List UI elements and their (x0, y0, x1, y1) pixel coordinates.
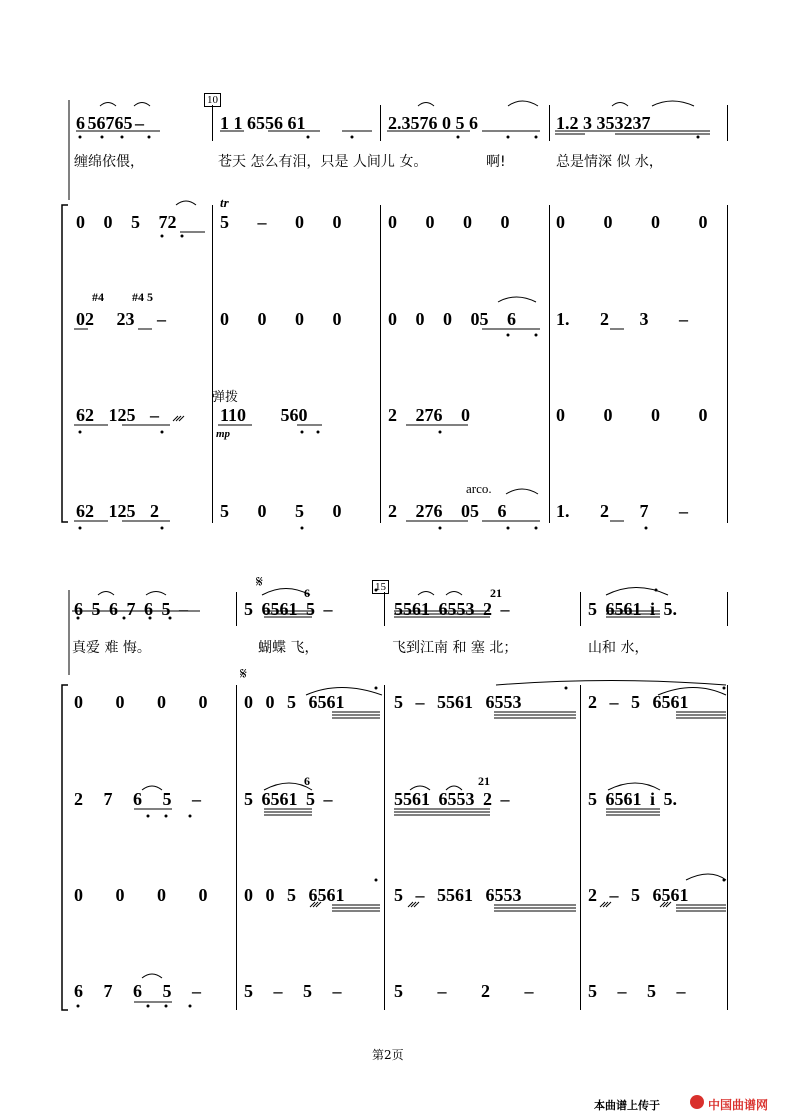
barline (727, 205, 728, 523)
barline (727, 105, 728, 141)
lyric-line: 缠绵依偎， (74, 154, 144, 170)
part-measure: 1. 2 7 – (556, 501, 688, 521)
lyric-line: 苍天 怎么有泪，只是 人间儿 女。 (218, 154, 428, 170)
lyric-line: 真爱 难 悔。 (72, 640, 151, 656)
lyric-line: 山和 水， (588, 640, 649, 656)
part-measure: 0 0 5 72 (76, 212, 177, 232)
part-measure: 62 125 – (76, 405, 159, 425)
grace-note: 6 (304, 774, 310, 788)
melody-measure: 5561 6553 2 – (394, 599, 510, 619)
site-logo-icon (690, 1095, 704, 1109)
site-logo-text[interactable]: 中国曲谱网 (708, 1098, 769, 1112)
barline (384, 592, 385, 626)
segno-icon: 𝄋 (256, 574, 263, 591)
part-measure: 110 560 (220, 405, 308, 425)
melody-measure: 6 5 6 7 6 5 – (74, 599, 188, 619)
part-measure: 02 23 – (76, 309, 166, 329)
dynamic-mark: mp (216, 428, 231, 440)
part-measure: 0 0 0 0 (556, 405, 708, 425)
melody-measure: 6 56765 – (76, 113, 144, 133)
lyric-line: 啊! (486, 154, 506, 170)
part-measure: 0 0 0 0 (220, 309, 342, 329)
part-measure: 2 7 6 5 – (74, 789, 201, 809)
part-measure: 0 0 0 0 (556, 212, 708, 232)
part-measure: 5 6561 5 – (244, 789, 333, 809)
barline (727, 592, 728, 626)
part-measure: 0 0 0 0 (74, 885, 208, 905)
barline (236, 592, 237, 626)
barline (212, 205, 213, 523)
trill-mark: tr (220, 195, 229, 210)
part-measure: 5561 6553 2 – (394, 789, 510, 809)
part-measure: 0 0 5 6561 (244, 885, 345, 905)
barline (727, 685, 728, 1010)
rehearsal-mark: 15 (372, 580, 389, 594)
part-measure: 5 – 0 0 (220, 212, 342, 232)
barline (380, 105, 381, 141)
barline (236, 685, 237, 1010)
part-measure: 5 – 2 – (394, 981, 534, 1001)
barline (549, 105, 550, 141)
grace-note: 21 (478, 774, 490, 788)
part-measure: 5 0 5 0 (220, 501, 342, 521)
melody-measure: 5 6561 5 – (244, 599, 333, 619)
part-measure: 5 – 5 – (244, 981, 342, 1001)
barline (580, 685, 581, 1010)
part-measure: 0 0 0 0 (74, 692, 208, 712)
accidental-mark: #4 (92, 290, 104, 304)
part-measure: 6 7 6 5 – (74, 981, 201, 1001)
part-measure: 5 – 5561 6553 (394, 692, 522, 712)
barline (212, 105, 213, 141)
melody-measure: 2.3576 0 5 6 (388, 113, 478, 133)
part-measure: 5 6561 i 5. (588, 789, 678, 809)
grace-note: 21 (490, 586, 502, 600)
lyric-line: 总是情深 似 水， (556, 154, 663, 170)
part-measure: 5 – 5561 6553 (394, 885, 522, 905)
melody-measure: 1.2 3 353237 (556, 113, 651, 133)
melody-measure: 5 6561 i 5. (588, 599, 678, 619)
part-measure: 2 276 05 6 (388, 501, 507, 521)
part-measure: 0 0 5 6561 (244, 692, 345, 712)
lyric-line: 飞到江南 和 塞 北； (392, 640, 518, 656)
part-measure: 62 125 2 (76, 501, 159, 521)
pizz-mark: 弹拨 (212, 390, 239, 405)
part-measure: 2 – 5 6561 (588, 692, 689, 712)
page-number: 第2页 (372, 1048, 404, 1062)
part-measure: 0 0 0 05 6 (388, 309, 516, 329)
segno-icon: 𝄋 (240, 666, 247, 683)
barline (384, 685, 385, 1010)
lyric-line: 蝴蝶 飞， (258, 640, 319, 656)
melody-measure: 1 1 6556 61 (220, 113, 306, 133)
part-measure: 1. 2 3 – (556, 309, 688, 329)
upload-note: 本曲谱上传于 (594, 1099, 660, 1112)
part-measure: 0 0 0 0 (388, 212, 510, 232)
barline (580, 592, 581, 626)
part-measure: 2 276 0 (388, 405, 470, 425)
barline (380, 205, 381, 523)
barline (549, 205, 550, 523)
arco-mark: arco. (466, 481, 492, 496)
grace-note: 6 (304, 586, 310, 600)
accidental-mark: #4 5 (132, 290, 153, 304)
part-measure: 2 – 5 6561 (588, 885, 689, 905)
rehearsal-mark: 10 (204, 93, 221, 107)
part-measure: 5 – 5 – (588, 981, 686, 1001)
